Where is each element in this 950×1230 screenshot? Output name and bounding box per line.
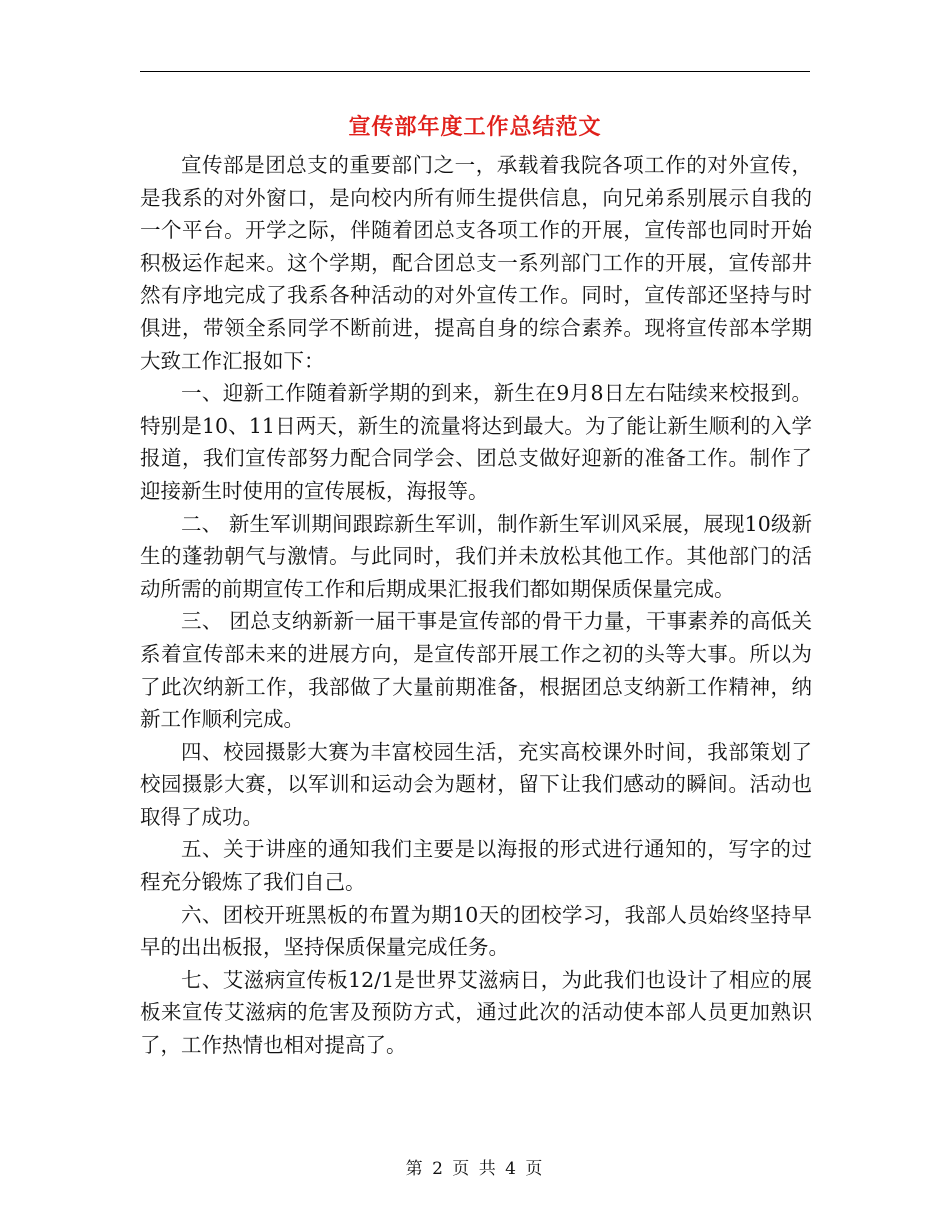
header-rule xyxy=(140,71,810,72)
paragraph-intro: 宣传部是团总支的重要部门之一，承载着我院各项工作的对外宣传，是我系的对外窗口，是向校内所有师生提供信息，向兄弟系别展示自我的一个平台。开学之际，伴随着团总支各项工作的开展，宣传部也同时开始积极运作起来。这个学期，配合团总支一系列部门工作的开展，宣传部井然有序地完成了我系各种活动的对外宣传工作。同时，宣传部还坚持与时俱进，带领全系同学不断前进，提高自身的综合素养。现将宣传部本学期大致工作汇报如下： xyxy=(140,153,812,373)
paragraph-item-4: 四、校园摄影大赛为丰富校园生活，充实高校课外时间，我部策划了校园摄影大赛，以军训和运动会为题材，留下让我们感动的瞬间。活动也取得了成功。 xyxy=(140,739,812,829)
paragraph-item-5: 五、关于讲座的通知我们主要是以海报的形式进行通知的，写字的过程充分锻炼了我们自己。 xyxy=(140,837,812,895)
paragraph-item-3: 三、 团总支纳新新一届干事是宣传部的骨干力量，干事素养的高低关系着宣传部未来的进展方向，是宣传部开展工作之初的头等大事。所以为了此次纳新工作，我部做了大量前期准备，根据团总支纳新工作精神，纳新工作顺利完成。 xyxy=(140,609,812,732)
paragraph-item-1: 一、迎新工作随着新学期的到来，新生在9月8日左右陆续来校报到。特别是10、11日两天，新生的流量将达到最大。为了能让新生顺利的入学报道，我们宣传部努力配合同学会、团总支做好迎新的准备工作。制作了迎接新生时使用的宣传展板，海报等。 xyxy=(140,381,812,503)
document-body xyxy=(140,149,812,1062)
page-number: 第 2 页 共 4 页 xyxy=(405,1159,545,1179)
paragraph-item-6: 六、团校开班黑板的布置为期10天的团校学习，我部人员始终坚持早早的出出板报，坚持保质保量完成任务。 xyxy=(140,902,812,960)
paragraph-item-7: 七、艾滋病宣传板12/1是世界艾滋病日，为此我们也设计了相应的展板来宣传艾滋病的危害及预防方式，通过此次的活动使本部人员更加熟识了，工作热情也相对提高了。 xyxy=(140,967,812,1058)
document-title: 宣传部年度工作总结范文 xyxy=(348,115,602,140)
paragraph-item-2: 二、 新生军训期间跟踪新生军训，制作新生军训风采展，展现10级新生的蓬勃朝气与激情。与此同时，我们并未放松其他工作。其他部门的活动所需的前期宣传工作和后期成果汇报我们都如期保质保量完成。 xyxy=(140,511,812,601)
